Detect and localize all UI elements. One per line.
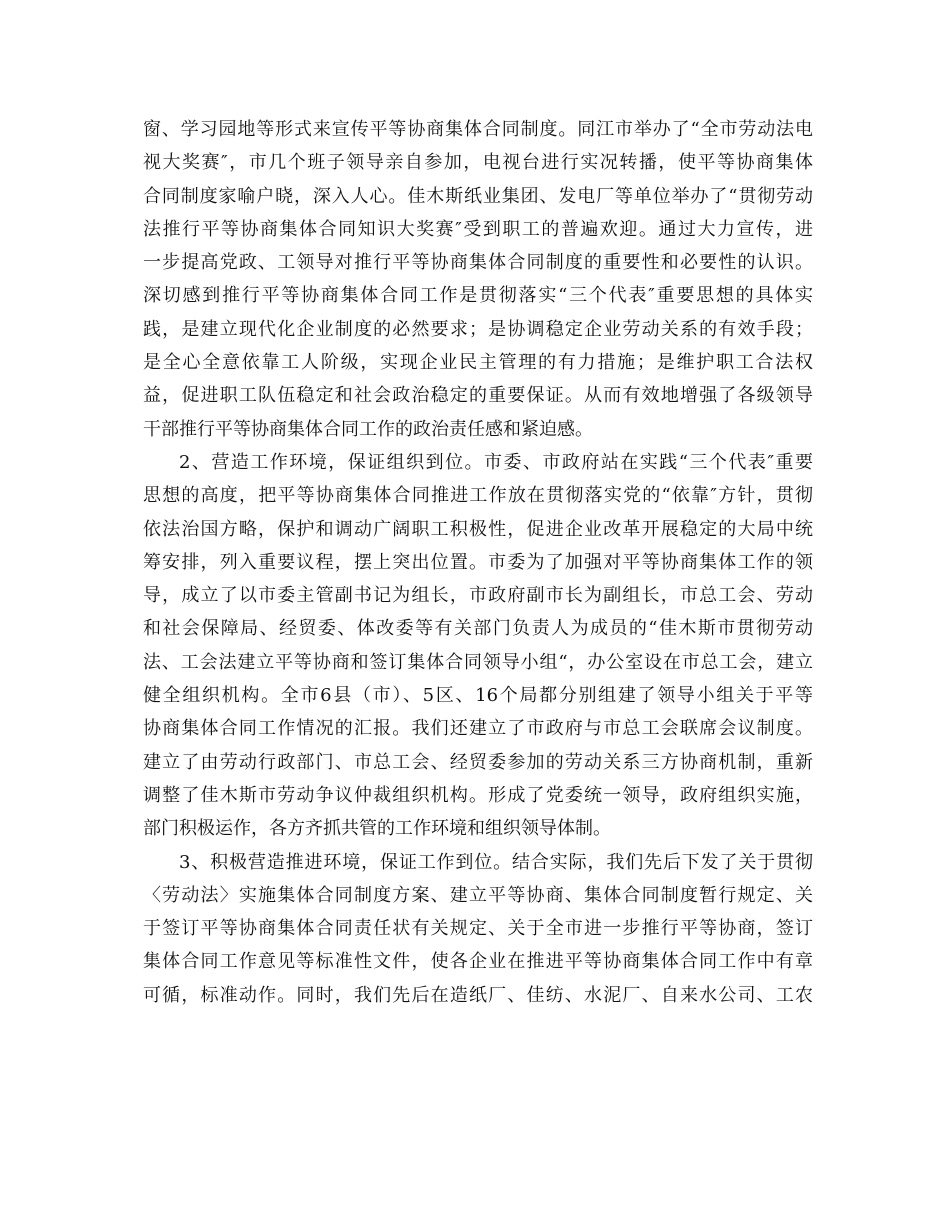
text-line: 和社会保障局、经贸委、体改委等有关部门负责人为成员的“佳木斯市贯彻劳动 [143, 618, 813, 640]
text-line: 可循，标准动作。同时，我们先后在造纸厂、佳纺、水泥厂、自来水公司、工农 [143, 984, 813, 1006]
text-line: 践，是建立现代化企业制度的必然要求；是协调稳定企业劳动关系的有效手段； [143, 318, 813, 340]
text-line: 窗、学习园地等形式来宣传平等协商集体合同制度。同江市举办了“全市劳动法电 [143, 119, 813, 140]
text-line: 建立了由劳动行政部门、市总工会、经贸委参加的劳动关系三方协商机制，重新 [143, 751, 813, 773]
text-line: 筹安排，列入重要议程，摆上突出位置。市委为了加强对平等协商集体工作的领 [143, 551, 813, 573]
text-line: 思想的高度，把平等协商集体合同推进工作放在贯彻落实党的“依靠″方针，贯彻 [143, 485, 813, 507]
text-line: 合同制度家喻户晓，深入人心。佳木斯纸业集团、发电厂等单位举办了“贯彻劳动 [143, 185, 813, 207]
text-line: 3、积极营造推进环境，保证工作到位。结合实际，我们先后下发了关于贯彻 [179, 851, 813, 873]
paragraph-2 [143, 446, 813, 846]
text-line: 干部推行平等协商集体合同工作的政治责任感和紧迫感。 [143, 418, 593, 440]
text-line: 健全组织机构。全市6县（市）、5区、16个局都分别组建了领导小组关于平等 [143, 685, 813, 707]
text-line: 协商集体合同工作情况的汇报。我们还建立了市政府与市总工会联席会议制度。 [143, 718, 813, 740]
text-line: 导，成立了以市委主管副书记为组长，市政府副市长为副组长，市总工会、劳动 [143, 585, 813, 607]
text-line: 法、工会法建立平等协商和签订集体合同领导小组“，办公室设在市总工会，建立 [143, 651, 813, 673]
text-line: 调整了佳木斯市劳动争议仲裁组织机构。形成了党委统一领导，政府组织实施， [143, 784, 813, 806]
text-line: 益，促进职工队伍稳定和社会政治稳定的重要保证。从而有效地增强了各级领导 [143, 385, 813, 407]
text-line: 视大奖赛″，市几个班子领导亲自参加，电视台进行实况转播，使平等协商集体 [143, 152, 813, 174]
paragraph-3 [143, 846, 813, 1012]
document-body [143, 113, 813, 1012]
text-line: 部门积极运作，各方齐抓共管的工作环境和组织领导体制。 [143, 818, 611, 840]
text-line: 依法治国方略，保护和调动广阔职工积极性，促进企业改革开展稳定的大局中统 [143, 518, 813, 540]
text-line: 于签订平等协商集体合同责任状有关规定、关于全市进一步推行平等协商，签订 [143, 918, 813, 940]
text-line: 一步提高党政、工领导对推行平等协商集体合同制度的重要性和必要性的认识。 [143, 252, 813, 274]
paragraph-1 [143, 113, 813, 446]
text-line: 法推行平等协商集体合同知识大奖赛″受到职工的普遍欢迎。通过大力宣传，进 [143, 218, 813, 240]
text-line: 〈劳动法〉实施集体合同制度方案、建立平等协商、集体合同制度暂行规定、关 [143, 884, 813, 906]
text-line: 是全心全意依靠工人阶级，实现企业民主管理的有力措施；是维护职工合法权 [143, 352, 813, 374]
text-line: 集体合同工作意见等标准性文件，使各企业在推进平等协商集体合同工作中有章 [143, 951, 813, 973]
text-line: 2、营造工作环境，保证组织到位。市委、市政府站在实践“三个代表″重要 [179, 451, 813, 473]
text-line: 深切感到推行平等协商集体合同工作是贯彻落实“三个代表″重要思想的具体实 [143, 285, 813, 307]
